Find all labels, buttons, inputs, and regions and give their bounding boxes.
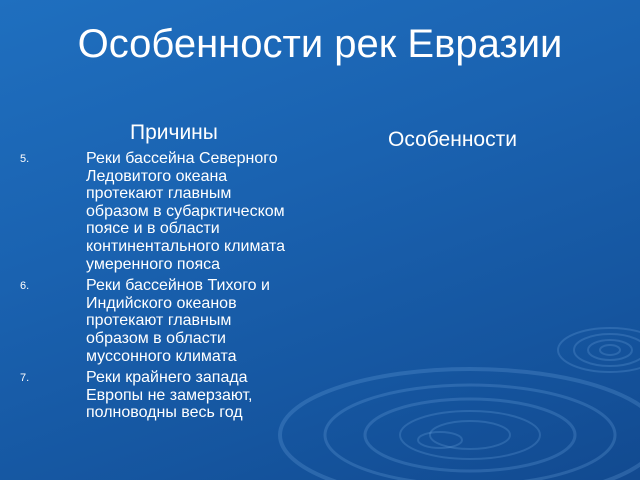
list-item [20,277,330,365]
list-item-line: протекают главным [86,312,232,330]
list-item [20,150,330,273]
list-item-line: Европы не замерзают, [86,386,253,404]
slide-title: Особенности рек Евразии [77,22,563,66]
list-item-line: умеренного пояса [86,255,221,273]
list-item-number: 6. [20,280,30,293]
list-item [20,369,330,422]
list-item-line: Реки бассейнов Тихого и [86,277,270,295]
list-item-line: образом в субарктическом [86,202,285,220]
list-item-number: 5. [20,153,30,165]
reasons-heading: Причины [130,121,218,144]
list-item-line: поясе и в области [86,220,220,238]
list-item-line: муссонного климата [86,347,237,365]
list-item-line: Реки крайнего запада [86,369,248,387]
list-item-number: 7. [20,372,30,385]
list-item-line: протекают главным [86,185,232,203]
list-item-line: континентального климата [86,237,286,255]
list-item-line: Индийского океанов [86,294,237,312]
list-item-line: образом в области [86,329,226,347]
list-item-line: Реки бассейна Северного [86,150,278,167]
features-heading: Особенности [388,128,517,151]
list-item-line: Ледовитого океана [86,167,228,185]
list-item-line: полноводны весь год [86,404,243,422]
reasons-list [20,150,330,426]
